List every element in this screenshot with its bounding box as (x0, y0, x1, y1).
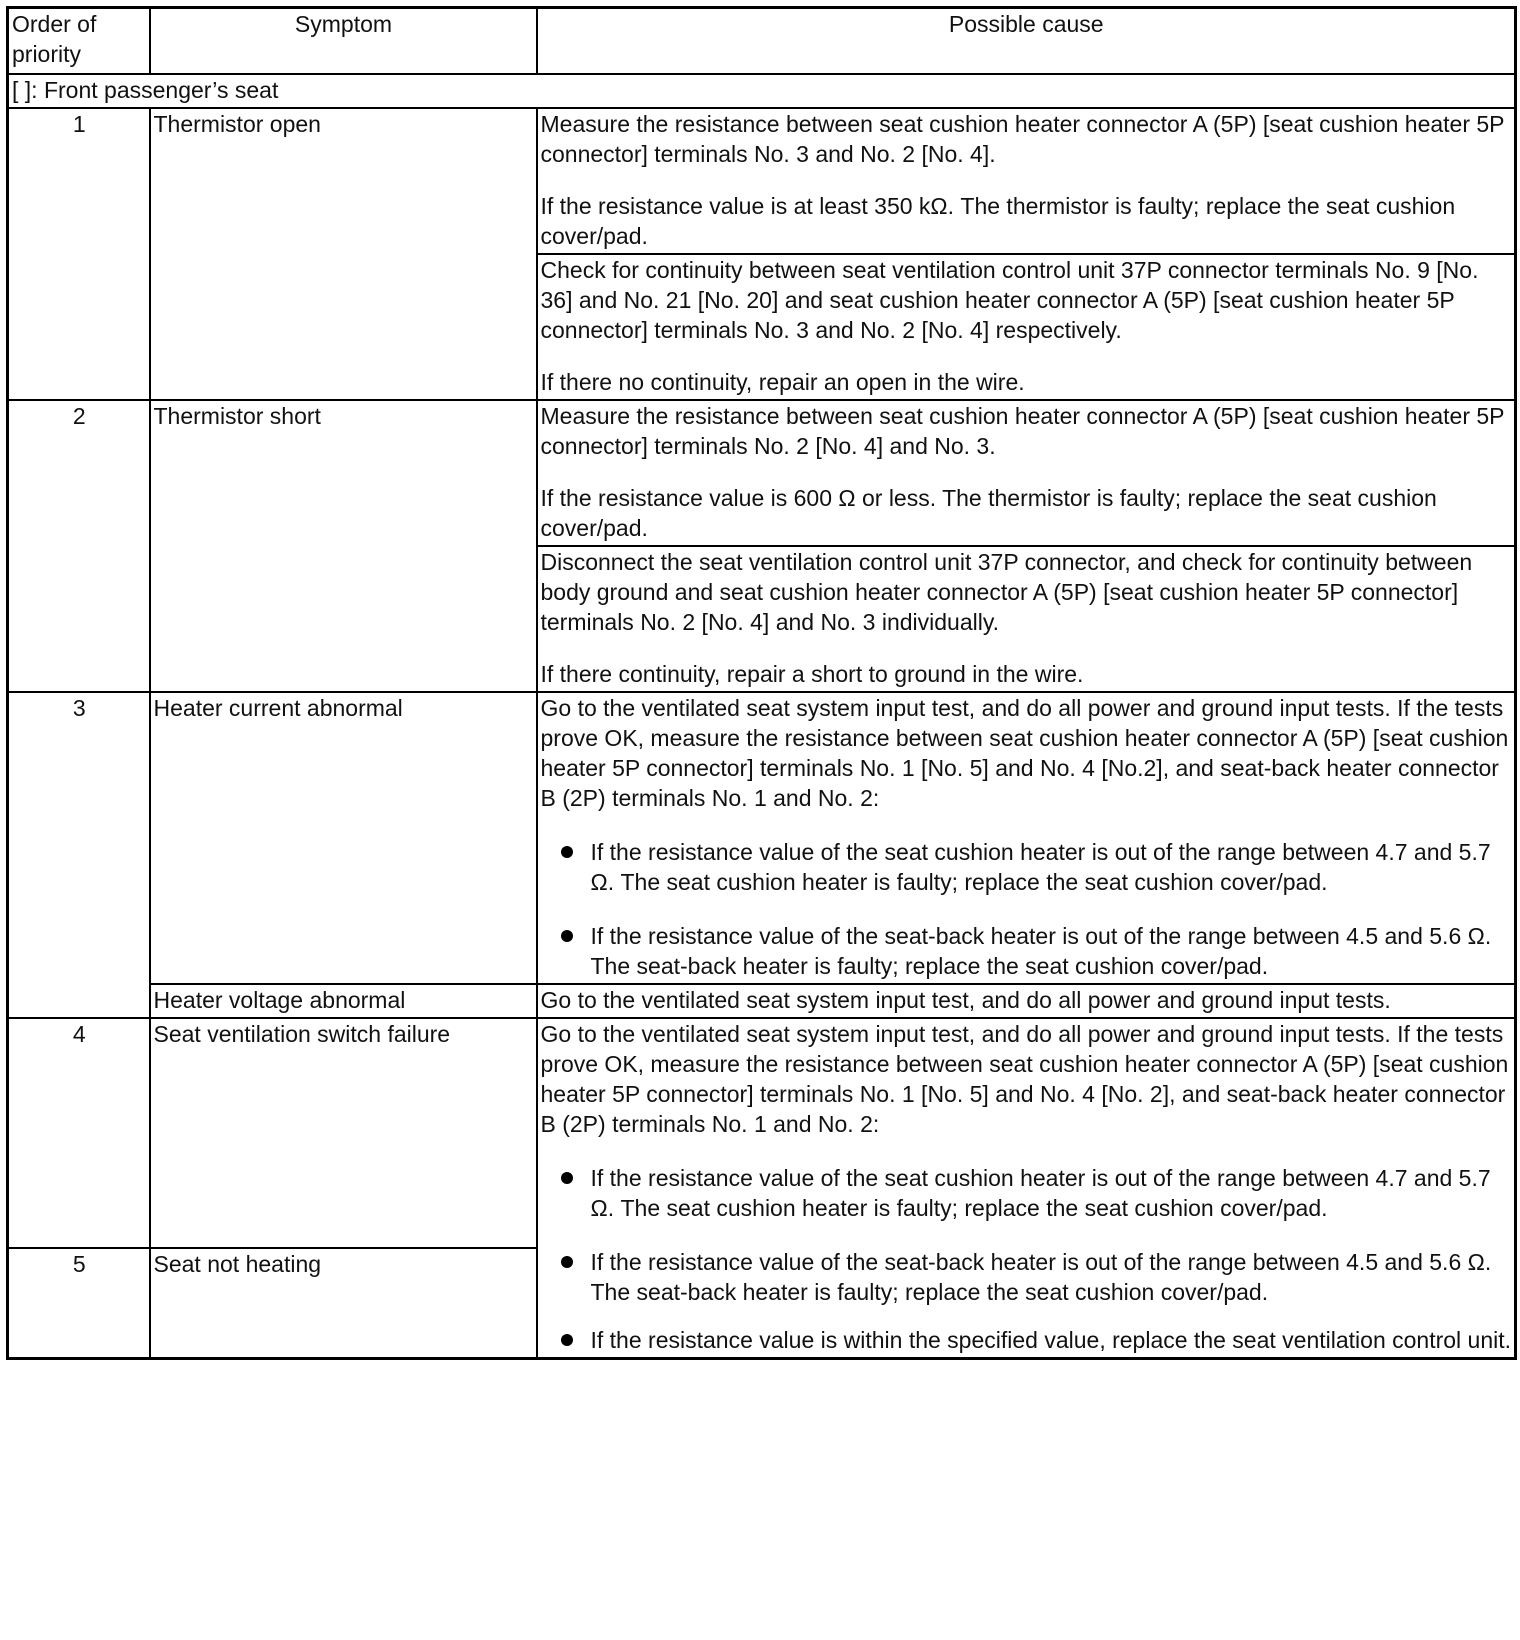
header-symptom: Symptom (150, 8, 537, 75)
bullet-text: If the resistance value of the seat cushion heater is out of the range between 4.7 and 5.7 Ω. The seat cushion heater is faulty; replace the seat cushion cover/pad. (590, 1165, 1491, 1221)
cause-bullet-list (541, 1163, 1513, 1355)
cause-step: Disconnect the seat ventilation control unit 37P connector, and check for continuity between body ground and seat cushion heater connector A (5P) [seat cushion heater 5P connector] terminals No. 2 [No. 4] and No. 3 individually. (540, 549, 1473, 635)
front-passenger-note: [ ]: Front passenger’s seat (8, 74, 1516, 108)
header-priority: Order of priority (8, 8, 150, 75)
cause-cell (537, 400, 1516, 546)
bullet-text: If the resistance value of the seat-back heater is out of the range between 4.5 and 5.6 Ω. The seat-back heater is faulty; replace the seat cushion cover/pad. (590, 1249, 1492, 1305)
cause-cell (537, 1018, 1516, 1359)
priority-cell: 5 (8, 1248, 150, 1359)
symptom-cell: Seat ventilation switch failure (150, 1018, 537, 1248)
bullet-icon (561, 846, 573, 858)
cause-cell (537, 692, 1516, 984)
bullet-icon (561, 1334, 573, 1346)
cause-bullet-list (541, 837, 1513, 981)
bullet-icon (561, 1172, 573, 1184)
list-item (541, 837, 1513, 897)
list-item (541, 921, 1513, 981)
diagnosis-table (6, 6, 1517, 1360)
cause-cell (537, 546, 1516, 692)
cause-cell (537, 108, 1516, 254)
bullet-icon (561, 930, 573, 942)
priority-cell: 4 (8, 1018, 150, 1248)
priority-cell: 1 (8, 108, 150, 400)
bullet-text: If the resistance value is within the specified value, replace the seat ventilation control unit. (590, 1327, 1512, 1353)
table-row (8, 108, 1516, 254)
list-item (541, 1163, 1513, 1223)
table-row (8, 1018, 1516, 1248)
cause-result: If there continuity, repair a short to ground in the wire. (540, 661, 1084, 687)
header-row (8, 8, 1516, 75)
cause-result: If the resistance value is at least 350 kΩ. The thermistor is faulty; replace the seat cushion cover/pad. (540, 193, 1456, 249)
note-row (8, 74, 1516, 108)
table-row (8, 692, 1516, 984)
bullet-icon (561, 1256, 573, 1268)
symptom-cell: Thermistor short (150, 400, 537, 692)
header-possible-cause: Possible cause (537, 8, 1516, 75)
cause-step: Go to the ventilated seat system input test, and do all power and ground input tests. If the tests prove OK, measure the resistance between seat cushion heater connector A (5P) [seat cushion heater 5P connector] terminals No. 1 [No. 5] and No. 4 [No.2], and seat-back heater connector B (2P) terminals No. 1 and No. 2: (540, 695, 1509, 811)
cause-cell (537, 254, 1516, 400)
symptom-cell: Thermistor open (150, 108, 537, 400)
priority-cell: 2 (8, 400, 150, 692)
cause-step: Go to the ventilated seat system input test, and do all power and ground input tests. If the tests prove OK, measure the resistance between seat cushion heater connector A (5P) [seat cushion heater 5P connector] terminals No. 1 [No. 5] and No. 4 [No. 2], and seat-back heater connector B (2P) terminals No. 1 and No. 2: (540, 1021, 1509, 1137)
symptom-cell: Heater current abnormal (150, 692, 537, 984)
cause-cell: Go to the ventilated seat system input test, and do all power and ground input tests. (537, 984, 1516, 1018)
symptom-cell: Seat not heating (150, 1248, 537, 1359)
cause-step: Check for continuity between seat ventilation control unit 37P connector terminals No. 9 [No. 36] and No. 21 [No. 20] and seat cushion heater connector A (5P) [seat cushion heater 5P connector] terminals No. 3 and No. 2 [No. 4] respectively. (540, 257, 1479, 343)
cause-result: If the resistance value is 600 Ω or less. The thermistor is faulty; replace the seat cushion cover/pad. (540, 485, 1437, 541)
list-item (541, 1325, 1513, 1355)
cause-step: Measure the resistance between seat cushion heater connector A (5P) [seat cushion heater 5P connector] terminals No. 2 [No. 4] and No. 3. (540, 403, 1505, 459)
cause-step: Measure the resistance between seat cushion heater connector A (5P) [seat cushion heater 5P connector] terminals No. 3 and No. 2 [No. 4]. (540, 111, 1505, 167)
table-row (8, 984, 1516, 1018)
table-row (8, 400, 1516, 546)
cause-result: If there no continuity, repair an open in the wire. (540, 369, 1025, 395)
bullet-text: If the resistance value of the seat-back heater is out of the range between 4.5 and 5.6 Ω. The seat-back heater is faulty; replace the seat cushion cover/pad. (590, 923, 1492, 979)
list-item (541, 1247, 1513, 1307)
diagnosis-table-wrapper (6, 6, 1514, 1360)
priority-cell: 3 (8, 692, 150, 1018)
bullet-text: If the resistance value of the seat cushion heater is out of the range between 4.7 and 5.7 Ω. The seat cushion heater is faulty; replace the seat cushion cover/pad. (590, 839, 1491, 895)
symptom-cell: Heater voltage abnormal (150, 984, 537, 1018)
